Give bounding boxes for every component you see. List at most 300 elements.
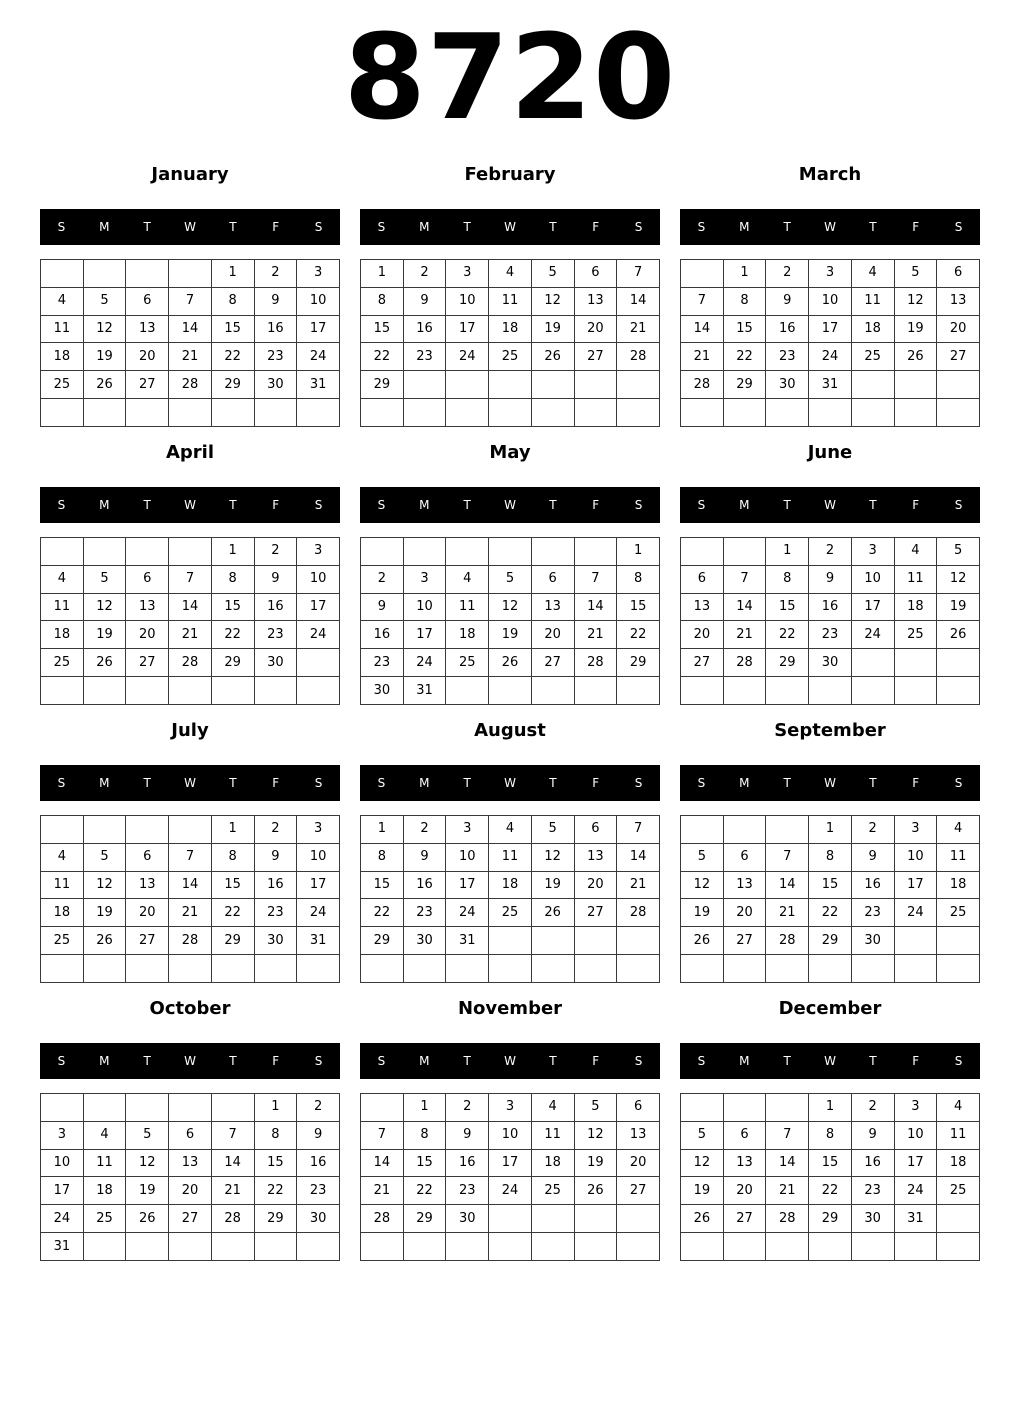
- day-cell: 1: [361, 816, 404, 844]
- day-cell: 30: [809, 649, 852, 677]
- day-cell: [41, 816, 84, 844]
- day-cell: 12: [681, 1149, 724, 1177]
- week-row: [361, 343, 660, 371]
- day-cell: [83, 1094, 126, 1122]
- day-cell: [681, 538, 724, 566]
- day-cell: 6: [617, 1094, 660, 1122]
- week-row: [41, 1233, 340, 1261]
- day-cell: [83, 955, 126, 983]
- weekday-label: M: [419, 776, 430, 790]
- day-cell: [211, 1233, 254, 1261]
- day-cell: 23: [403, 343, 446, 371]
- day-cell: 17: [809, 315, 852, 343]
- day-cell: 28: [361, 1205, 404, 1233]
- day-cell: [83, 1233, 126, 1261]
- day-cell: 13: [617, 1121, 660, 1149]
- weekday-label: T: [229, 498, 237, 512]
- day-cell: [169, 816, 212, 844]
- day-grid: [680, 1093, 980, 1261]
- day-cell: 24: [297, 621, 340, 649]
- day-cell: [446, 538, 489, 566]
- day-cell: 29: [254, 1205, 297, 1233]
- day-cell: 17: [297, 871, 340, 899]
- day-cell: 26: [681, 1205, 724, 1233]
- weekday-label: T: [143, 1054, 151, 1068]
- month-name: September: [774, 720, 886, 741]
- day-cell: [83, 677, 126, 705]
- day-cell: 12: [531, 287, 574, 315]
- week-row: [681, 1149, 980, 1177]
- day-cell: 20: [723, 1177, 766, 1205]
- day-cell: 7: [681, 287, 724, 315]
- day-cell: [41, 955, 84, 983]
- day-cell: 10: [894, 1121, 937, 1149]
- weekday-label: F: [272, 1054, 280, 1068]
- weekday-label: S: [634, 776, 643, 790]
- weekday-header: [680, 765, 980, 801]
- day-cell: 6: [574, 260, 617, 288]
- day-cell: [361, 399, 404, 427]
- day-cell: 6: [169, 1121, 212, 1149]
- day-cell: 30: [254, 371, 297, 399]
- day-cell: 9: [446, 1121, 489, 1149]
- day-cell: [126, 1233, 169, 1261]
- day-cell: 9: [254, 287, 297, 315]
- day-cell: 14: [169, 871, 212, 899]
- day-cell: 2: [254, 816, 297, 844]
- day-cell: 10: [446, 287, 489, 315]
- day-cell: 14: [723, 593, 766, 621]
- day-cell: 5: [83, 843, 126, 871]
- weekday-label: F: [592, 498, 600, 512]
- day-cell: [83, 538, 126, 566]
- day-cell: [894, 649, 937, 677]
- day-cell: 22: [766, 621, 809, 649]
- day-cell: 11: [489, 843, 532, 871]
- week-row: [361, 538, 660, 566]
- day-cell: 20: [937, 315, 980, 343]
- day-cell: 21: [169, 899, 212, 927]
- weekday-label: S: [377, 220, 386, 234]
- weekday-label: S: [377, 776, 386, 790]
- week-row: [41, 1205, 340, 1233]
- weekday-label: T: [869, 776, 877, 790]
- day-cell: 11: [41, 315, 84, 343]
- day-cell: 26: [681, 927, 724, 955]
- weekday-header: [40, 1043, 340, 1079]
- day-cell: 16: [403, 315, 446, 343]
- day-cell: 24: [446, 899, 489, 927]
- weekday-label: S: [314, 1054, 323, 1068]
- day-cell: 9: [403, 287, 446, 315]
- day-cell: 4: [41, 843, 84, 871]
- day-cell: 11: [937, 1121, 980, 1149]
- day-cell: 11: [937, 843, 980, 871]
- weekday-label: F: [912, 220, 920, 234]
- day-cell: [169, 538, 212, 566]
- day-cell: 4: [41, 565, 84, 593]
- day-cell: 26: [894, 343, 937, 371]
- weekday-label: T: [783, 220, 791, 234]
- day-cell: 27: [574, 899, 617, 927]
- day-cell: 27: [126, 649, 169, 677]
- week-row: [41, 927, 340, 955]
- week-row: [361, 315, 660, 343]
- day-cell: 9: [809, 565, 852, 593]
- day-cell: 31: [403, 677, 446, 705]
- day-cell: 18: [937, 871, 980, 899]
- day-cell: 22: [254, 1177, 297, 1205]
- day-cell: 5: [489, 565, 532, 593]
- day-cell: [894, 371, 937, 399]
- day-cell: 19: [489, 621, 532, 649]
- day-cell: [617, 927, 660, 955]
- day-cell: 5: [681, 843, 724, 871]
- day-cell: 3: [894, 816, 937, 844]
- day-cell: 16: [851, 871, 894, 899]
- day-cell: 16: [851, 1149, 894, 1177]
- day-cell: 21: [617, 315, 660, 343]
- day-cell: 18: [41, 343, 84, 371]
- day-cell: 13: [681, 593, 724, 621]
- day-cell: 3: [809, 260, 852, 288]
- weekday-label: M: [739, 498, 750, 512]
- day-cell: 18: [937, 1149, 980, 1177]
- day-cell: [403, 538, 446, 566]
- day-cell: 16: [297, 1149, 340, 1177]
- day-cell: [851, 399, 894, 427]
- day-cell: 16: [361, 621, 404, 649]
- day-cell: [851, 1233, 894, 1261]
- day-cell: 31: [894, 1205, 937, 1233]
- day-cell: [617, 399, 660, 427]
- week-row: [681, 649, 980, 677]
- day-cell: [937, 955, 980, 983]
- day-cell: [851, 649, 894, 677]
- day-cell: [254, 677, 297, 705]
- day-cell: 4: [894, 538, 937, 566]
- day-cell: [83, 816, 126, 844]
- day-cell: 5: [681, 1121, 724, 1149]
- weekday-label: T: [463, 1054, 471, 1068]
- day-cell: 11: [446, 593, 489, 621]
- weekday-label: S: [954, 220, 963, 234]
- day-cell: 30: [851, 927, 894, 955]
- day-cell: 28: [211, 1205, 254, 1233]
- week-row: [681, 371, 980, 399]
- day-cell: 20: [574, 315, 617, 343]
- day-cell: [446, 955, 489, 983]
- weekday-label: M: [739, 776, 750, 790]
- day-cell: 6: [126, 287, 169, 315]
- day-cell: [169, 677, 212, 705]
- weekday-label: M: [419, 220, 430, 234]
- weekday-label: T: [229, 1054, 237, 1068]
- day-cell: [894, 399, 937, 427]
- week-row: [41, 315, 340, 343]
- day-grid: [40, 815, 340, 983]
- day-cell: 10: [894, 843, 937, 871]
- day-cell: [41, 538, 84, 566]
- month-name: December: [778, 998, 882, 1019]
- day-cell: 3: [41, 1121, 84, 1149]
- day-cell: 24: [403, 649, 446, 677]
- day-cell: 24: [41, 1205, 84, 1233]
- day-cell: [809, 1233, 852, 1261]
- week-row: [41, 677, 340, 705]
- day-cell: [403, 399, 446, 427]
- week-row: [41, 343, 340, 371]
- day-cell: [766, 399, 809, 427]
- day-cell: 24: [894, 899, 937, 927]
- day-cell: 22: [723, 343, 766, 371]
- weekday-label: T: [869, 220, 877, 234]
- day-cell: 7: [723, 565, 766, 593]
- day-cell: 13: [169, 1149, 212, 1177]
- day-cell: 30: [254, 649, 297, 677]
- day-cell: 27: [531, 649, 574, 677]
- day-cell: 6: [574, 816, 617, 844]
- day-cell: 7: [766, 843, 809, 871]
- week-row: [361, 399, 660, 427]
- week-row: [681, 1094, 980, 1122]
- day-cell: 29: [723, 371, 766, 399]
- day-cell: [723, 1233, 766, 1261]
- day-cell: 30: [403, 927, 446, 955]
- day-cell: 11: [531, 1121, 574, 1149]
- day-cell: 26: [83, 649, 126, 677]
- weekday-label: S: [697, 1054, 706, 1068]
- day-cell: 13: [126, 315, 169, 343]
- day-cell: [489, 955, 532, 983]
- day-cell: 1: [211, 538, 254, 566]
- week-row: [361, 565, 660, 593]
- day-cell: 10: [297, 843, 340, 871]
- day-cell: 22: [211, 899, 254, 927]
- day-cell: 15: [361, 871, 404, 899]
- day-cell: 7: [169, 565, 212, 593]
- day-cell: 5: [574, 1094, 617, 1122]
- day-cell: 7: [211, 1121, 254, 1149]
- day-cell: 17: [41, 1177, 84, 1205]
- weekday-label: F: [272, 776, 280, 790]
- day-cell: 6: [681, 565, 724, 593]
- day-cell: [297, 649, 340, 677]
- day-cell: 6: [723, 843, 766, 871]
- weekday-label: S: [57, 1054, 66, 1068]
- day-cell: [723, 399, 766, 427]
- day-cell: 21: [766, 899, 809, 927]
- week-row: [41, 621, 340, 649]
- day-cell: 8: [254, 1121, 297, 1149]
- week-row: [41, 371, 340, 399]
- day-cell: 2: [766, 260, 809, 288]
- week-row: [681, 538, 980, 566]
- day-cell: 9: [254, 843, 297, 871]
- weekday-label: T: [783, 498, 791, 512]
- day-cell: 5: [126, 1121, 169, 1149]
- weekday-label: T: [143, 776, 151, 790]
- weekday-header: [360, 765, 660, 801]
- month-name: January: [151, 164, 229, 185]
- day-cell: 12: [937, 565, 980, 593]
- day-cell: 5: [83, 565, 126, 593]
- day-cell: 10: [297, 565, 340, 593]
- weekday-label: F: [272, 220, 280, 234]
- day-cell: [446, 1233, 489, 1261]
- day-cell: 2: [446, 1094, 489, 1122]
- day-cell: [169, 260, 212, 288]
- day-grid: [680, 259, 980, 427]
- day-cell: 8: [723, 287, 766, 315]
- day-cell: [361, 538, 404, 566]
- day-cell: [297, 1233, 340, 1261]
- day-cell: 23: [254, 343, 297, 371]
- weekday-label: W: [184, 1054, 196, 1068]
- day-cell: 1: [211, 260, 254, 288]
- day-cell: 21: [617, 871, 660, 899]
- day-cell: 17: [446, 871, 489, 899]
- day-cell: 16: [254, 871, 297, 899]
- day-cell: [681, 260, 724, 288]
- day-cell: [766, 677, 809, 705]
- day-cell: 29: [403, 1205, 446, 1233]
- day-cell: 5: [937, 538, 980, 566]
- day-cell: 30: [446, 1205, 489, 1233]
- week-row: [681, 1205, 980, 1233]
- day-cell: [723, 955, 766, 983]
- day-cell: [809, 677, 852, 705]
- week-row: [681, 871, 980, 899]
- day-cell: [894, 677, 937, 705]
- day-cell: 15: [403, 1149, 446, 1177]
- week-row: [41, 399, 340, 427]
- day-cell: 21: [211, 1177, 254, 1205]
- day-cell: 25: [41, 371, 84, 399]
- day-cell: 31: [809, 371, 852, 399]
- day-cell: 21: [169, 343, 212, 371]
- week-row: [681, 927, 980, 955]
- weekday-label: S: [634, 1054, 643, 1068]
- weekday-header: [360, 209, 660, 245]
- day-cell: 23: [851, 899, 894, 927]
- day-cell: 30: [297, 1205, 340, 1233]
- day-cell: [211, 677, 254, 705]
- day-cell: 3: [446, 816, 489, 844]
- week-row: [41, 843, 340, 871]
- weekday-label: T: [463, 776, 471, 790]
- day-cell: 19: [83, 899, 126, 927]
- weekday-header: [360, 1043, 660, 1079]
- day-cell: [937, 371, 980, 399]
- week-row: [41, 538, 340, 566]
- day-cell: [937, 649, 980, 677]
- day-cell: 18: [531, 1149, 574, 1177]
- day-cell: 18: [851, 315, 894, 343]
- weekday-label: F: [592, 1054, 600, 1068]
- day-cell: 8: [809, 843, 852, 871]
- weekday-label: F: [592, 220, 600, 234]
- day-cell: 10: [809, 287, 852, 315]
- weekday-label: M: [99, 498, 110, 512]
- weekday-header: [40, 209, 340, 245]
- day-cell: [723, 1094, 766, 1122]
- day-cell: [531, 538, 574, 566]
- day-cell: 16: [809, 593, 852, 621]
- day-cell: 31: [297, 927, 340, 955]
- week-row: [681, 955, 980, 983]
- week-row: [681, 343, 980, 371]
- day-cell: 28: [766, 1205, 809, 1233]
- day-cell: [403, 1233, 446, 1261]
- day-cell: 25: [937, 899, 980, 927]
- day-cell: 11: [83, 1149, 126, 1177]
- day-cell: 19: [83, 343, 126, 371]
- week-row: [681, 593, 980, 621]
- day-cell: 19: [681, 899, 724, 927]
- day-cell: [766, 1094, 809, 1122]
- day-cell: 14: [617, 843, 660, 871]
- day-cell: 30: [766, 371, 809, 399]
- day-cell: [126, 816, 169, 844]
- day-cell: 31: [446, 927, 489, 955]
- day-cell: 2: [361, 565, 404, 593]
- day-cell: 6: [126, 565, 169, 593]
- day-cell: 8: [766, 565, 809, 593]
- day-cell: [574, 538, 617, 566]
- day-cell: 15: [211, 871, 254, 899]
- day-cell: [531, 371, 574, 399]
- day-cell: 17: [894, 871, 937, 899]
- week-row: [361, 927, 660, 955]
- day-cell: 24: [446, 343, 489, 371]
- day-cell: [41, 260, 84, 288]
- week-row: [681, 260, 980, 288]
- day-cell: 31: [41, 1233, 84, 1261]
- week-row: [361, 843, 660, 871]
- day-cell: [681, 1233, 724, 1261]
- week-row: [41, 1121, 340, 1149]
- day-cell: 22: [617, 621, 660, 649]
- day-cell: [723, 677, 766, 705]
- day-cell: 6: [531, 565, 574, 593]
- day-cell: 12: [83, 871, 126, 899]
- day-cell: [681, 816, 724, 844]
- day-cell: 19: [574, 1149, 617, 1177]
- day-cell: 3: [489, 1094, 532, 1122]
- day-cell: [41, 677, 84, 705]
- week-row: [41, 649, 340, 677]
- weekday-label: F: [912, 1054, 920, 1068]
- day-cell: [574, 677, 617, 705]
- day-cell: 21: [681, 343, 724, 371]
- day-cell: 22: [809, 1177, 852, 1205]
- weekday-label: M: [99, 220, 110, 234]
- weekday-label: T: [549, 776, 557, 790]
- day-cell: 10: [851, 565, 894, 593]
- day-cell: 7: [617, 260, 660, 288]
- day-cell: 28: [617, 343, 660, 371]
- day-cell: 21: [361, 1177, 404, 1205]
- weekday-label: T: [869, 1054, 877, 1068]
- day-cell: [531, 955, 574, 983]
- day-cell: 10: [41, 1149, 84, 1177]
- day-cell: 19: [894, 315, 937, 343]
- week-row: [681, 1121, 980, 1149]
- day-cell: 29: [211, 649, 254, 677]
- weekday-label: T: [463, 498, 471, 512]
- weekday-label: M: [99, 776, 110, 790]
